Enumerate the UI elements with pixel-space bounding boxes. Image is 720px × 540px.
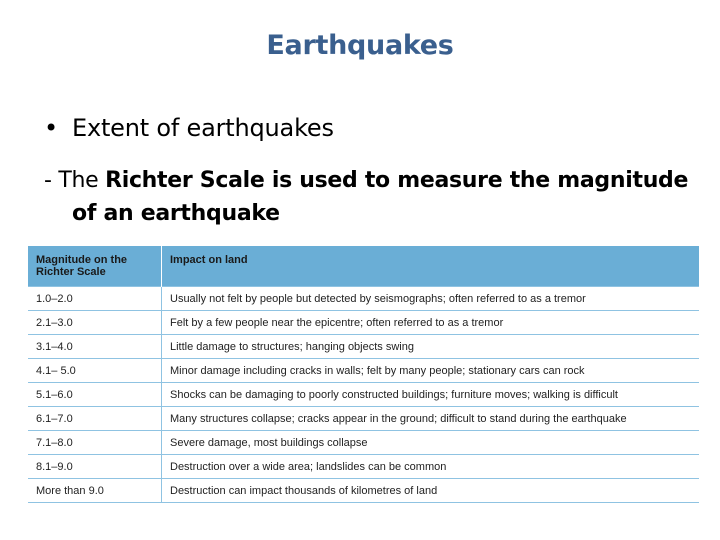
header-magnitude: Magnitude on the Richter Scale (28, 246, 162, 287)
bullet-text: Extent of earthquakes (72, 114, 334, 142)
table-row (28, 455, 699, 479)
table-header-row (28, 246, 699, 287)
magnitude-cell: 7.1–8.0 (28, 431, 162, 455)
table-row (28, 431, 699, 455)
impact-cell: Destruction can impact thousands of kilometres of land (162, 479, 700, 503)
table-row (28, 383, 699, 407)
magnitude-cell: 2.1–3.0 (28, 311, 162, 335)
impact-cell: Shocks can be damaging to poorly constructed buildings; furniture moves; walking is difficult (162, 383, 700, 407)
table-row (28, 311, 699, 335)
magnitude-cell: 8.1–9.0 (28, 455, 162, 479)
impact-cell: Destruction over a wide area; landslides can be common (162, 455, 700, 479)
impact-cell: Felt by a few people near the epicentre; often referred to as a tremor (162, 311, 700, 335)
magnitude-cell: 6.1–7.0 (28, 407, 162, 431)
impact-cell: Usually not felt by people but detected by seismographs; often referred to as a tremor (162, 287, 700, 311)
sub-point-bold: Richter Scale is used to measure the magnitude (105, 168, 689, 193)
impact-cell: Severe damage, most buildings collapse (162, 431, 700, 455)
magnitude-cell: More than 9.0 (28, 479, 162, 503)
table-row (28, 359, 699, 383)
richter-scale-table (28, 246, 699, 503)
magnitude-cell: 5.1–6.0 (28, 383, 162, 407)
table-row (28, 287, 699, 311)
impact-cell: Minor damage including cracks in walls; felt by many people; stationary cars can rock (162, 359, 700, 383)
magnitude-cell: 1.0–2.0 (28, 287, 162, 311)
slide-title: Earthquakes (266, 30, 454, 61)
table-row (28, 335, 699, 359)
magnitude-cell: 3.1–4.0 (28, 335, 162, 359)
bullet-icon: • (44, 114, 58, 142)
dash-icon: - (44, 168, 52, 193)
table-row (28, 407, 699, 431)
bullet-point (44, 114, 334, 142)
sub-point-pre: The (58, 168, 106, 193)
magnitude-cell: 4.1– 5.0 (28, 359, 162, 383)
table-row (28, 479, 699, 503)
impact-cell: Little damage to structures; hanging objects swing (162, 335, 700, 359)
impact-cell: Many structures collapse; cracks appear in the ground; difficult to stand during the earthquake (162, 407, 700, 431)
table-body (28, 287, 699, 503)
header-impact: Impact on land (162, 246, 700, 287)
sub-point (44, 164, 704, 230)
sub-point-continuation: of an earthquake (72, 201, 280, 226)
